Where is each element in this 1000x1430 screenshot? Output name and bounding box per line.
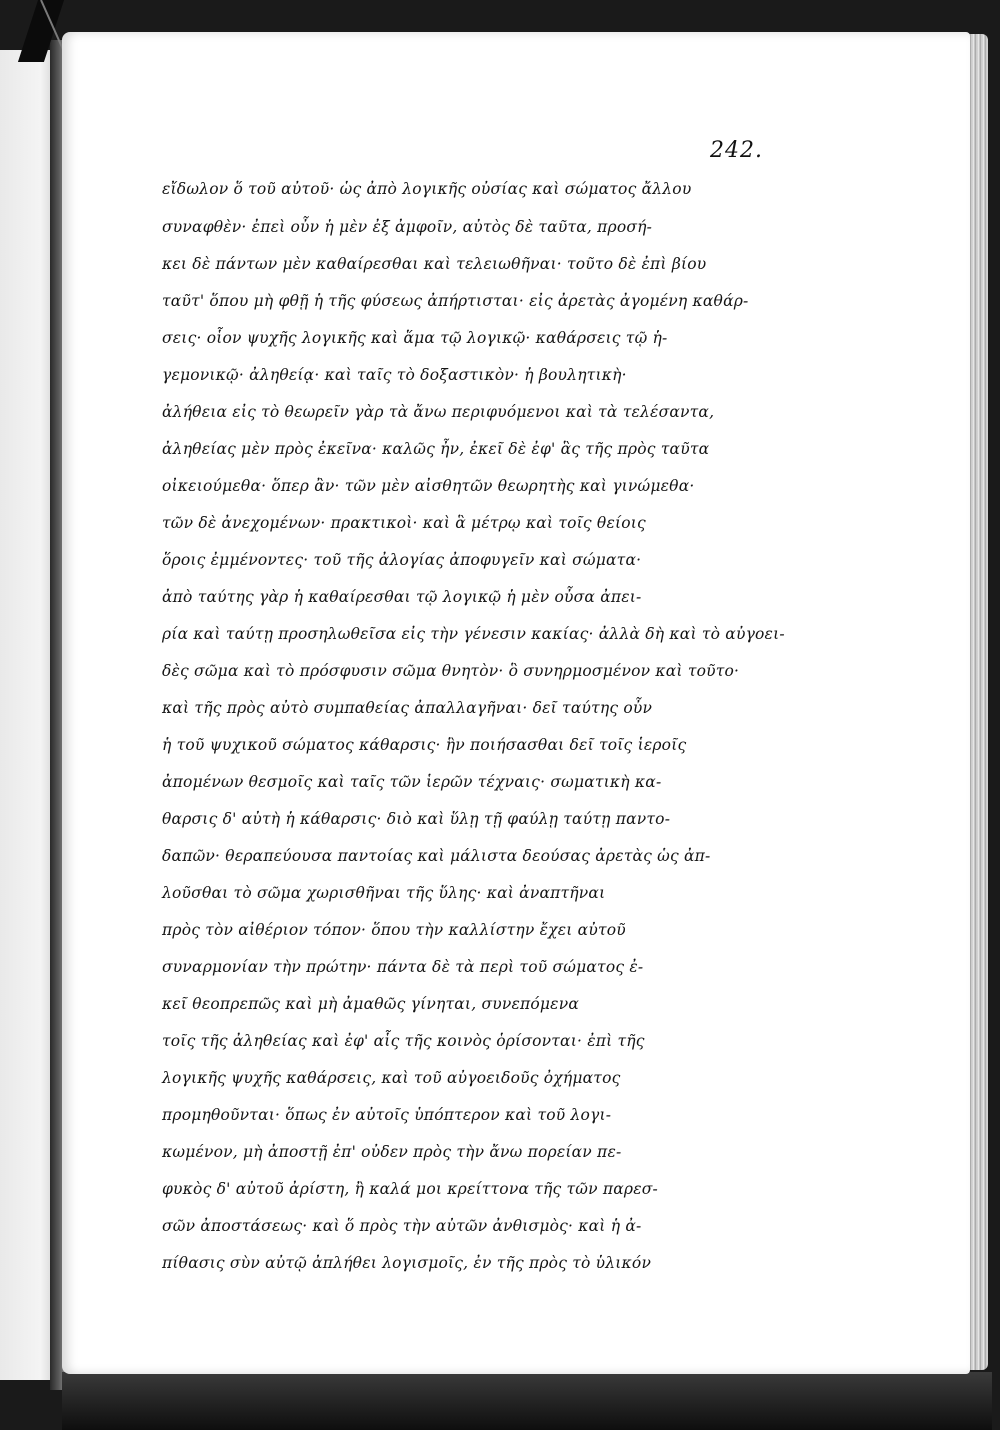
manuscript-line: λογικῆς ψυχῆς καθάρσεις, καὶ τοῦ αὐγοειδοῦς ὀχήματος xyxy=(162,1069,621,1087)
manuscript-line: πρὸς τὸν αἰθέριον τόπον· ὅπου τὴν καλλίστην ἔχει αὐτοῦ xyxy=(162,921,626,939)
manuscript-line: γεμονικῷ· ἀληθείᾳ· καὶ ταῖς τὸ δοξαστικὸν· ἡ βουλητικὴ· xyxy=(162,366,627,384)
manuscript-line: φυκὸς δ' αὐτοῦ ἀρίστη, ἢ καλά μοι κρείττονα τῆς τῶν παρεσ- xyxy=(162,1180,658,1198)
manuscript-line: δαπῶν· θεραπεύουσα παντοίας καὶ μάλιστα δεούσας ἀρετὰς ὡς ἀπ- xyxy=(162,847,711,865)
manuscript-line: κωμένον, μὴ ἀποστῇ ἐπ' οὐδεν πρὸς τὴν ἄνω πορείαν πε- xyxy=(162,1143,622,1161)
manuscript-line: συναφθὲν· ἐπεὶ οὖν ἡ μὲν ἐξ ἀμφοῖν, αὐτὸς δὲ ταῦτα, προσή- xyxy=(162,218,653,236)
manuscript-line: κει δὲ πάντων μὲν καθαίρεσθαι καὶ τελειωθῆναι· τοῦτο δὲ ἐπὶ βίου xyxy=(162,255,707,273)
manuscript-line: θαρσις δ' αὐτὴ ἡ κάθαρσις· διὸ καὶ ὕλῃ τῇ φαύλῃ ταύτῃ παντο- xyxy=(162,810,671,828)
manuscript-line: προμηθοῦνται· ὅπως ἐν αὐτοῖς ὑπόπτερον καὶ τοῦ λογι- xyxy=(162,1106,612,1124)
bottom-shadow xyxy=(62,1372,992,1430)
manuscript-line: σῶν ἀποστάσεως· καὶ ὅ πρὸς τὴν αὐτῶν ἀνθισμὸς· καὶ ἡ ἀ- xyxy=(162,1217,642,1235)
manuscript-line: σεις· οἷον ψυχῆς λογικῆς καὶ ἅμα τῷ λογικῷ· καθάρσεις τῷ ἡ- xyxy=(162,329,668,347)
manuscript-line: ταῦτ' ὅπου μὴ φθῇ ἡ τῆς φύσεως ἀπήρτισται· εἰς ἀρετὰς ἀγομένη καθάρ- xyxy=(162,292,749,310)
manuscript-line: συναρμονίαν τὴν πρώτην· πάντα δὲ τὰ περὶ τοῦ σώματος ἐ- xyxy=(162,958,644,976)
manuscript-line: ἀλήθεια εἰς τὸ θεωρεῖν γὰρ τὰ ἄνω περιφυόμενοι καὶ τὰ τελέσαντα, xyxy=(162,403,715,421)
manuscript-line: τοῖς τῆς ἀληθείας καὶ ἐφ' αἷς τῆς κοινὸς ὁρίσονται· ἐπὶ τῆς xyxy=(162,1032,645,1050)
manuscript-line: ἀληθείας μὲν πρὸς ἐκεῖνα· καλῶς ἦν, ἐκεῖ δὲ ἐφ' ἃς τῆς πρὸς ταῦτα xyxy=(162,440,710,458)
manuscript-line: λοῦσθαι τὸ σῶμα χωρισθῆναι τῆς ὕλης· καὶ ἀναπτῆναι xyxy=(162,884,606,902)
manuscript-line: κεῖ θεοπρεπῶς καὶ μὴ ἀμαθῶς γίνηται, συνεπόμενα xyxy=(162,995,579,1013)
manuscript-line: ἀπὸ ταύτης γὰρ ἡ καθαίρεσθαι τῷ λογικῷ ἡ μὲν οὖσα ἀπει- xyxy=(162,588,642,606)
manuscript-line: δὲς σῶμα καὶ τὸ πρόσφυσιν σῶμα θνητὸν· ὃ συνηρμοσμένον καὶ τοῦτο· xyxy=(162,662,740,680)
manuscript-line: οἰκειούμεθα· ὅπερ ἂν· τῶν μὲν αἰσθητῶν θεωρητὴς καὶ γινώμεθα· xyxy=(162,477,695,495)
manuscript-line: ἡ τοῦ ψυχικοῦ σώματος κάθαρσις· ἣν ποιήσασθαι δεῖ τοῖς ἱεροῖς xyxy=(162,736,687,754)
manuscript-line: καὶ τῆς πρὸς αὐτὸ συμπαθείας ἀπαλλαγῆναι· δεῖ ταύτης οὖν xyxy=(162,699,653,717)
manuscript-line: εἴδωλον ὅ τοῦ αὐτοῦ· ὡς ἀπὸ λογικῆς οὐσίας καὶ σώματος ἄλλου xyxy=(162,180,692,198)
manuscript-line: ρία καὶ ταύτῃ προσηλωθεῖσα εἰς τὴν γένεσιν κακίας· ἀλλὰ δὴ καὶ τὸ αὐγοει- xyxy=(162,625,785,643)
folio-number: 242. xyxy=(710,138,763,163)
manuscript-line: πίθασις σὺν αὐτῷ ἀπλήθει λογισμοῖς, ἐν τῆς πρὸς τὸ ὑλικόν xyxy=(162,1254,652,1272)
manuscript-line: ὅροις ἐμμένοντες· τοῦ τῆς ἀλογίας ἀποφυγεῖν καὶ σώματα· xyxy=(162,551,642,569)
manuscript-line: ἀπομένων θεσμοῖς καὶ ταῖς τῶν ἱερῶν τέχναις· σωματικὴ κα- xyxy=(162,773,662,791)
manuscript-line: τῶν δὲ ἀνεχομένων· πρακτικοὶ· καὶ ἃ μέτρῳ καὶ τοῖς θείοις xyxy=(162,514,646,532)
